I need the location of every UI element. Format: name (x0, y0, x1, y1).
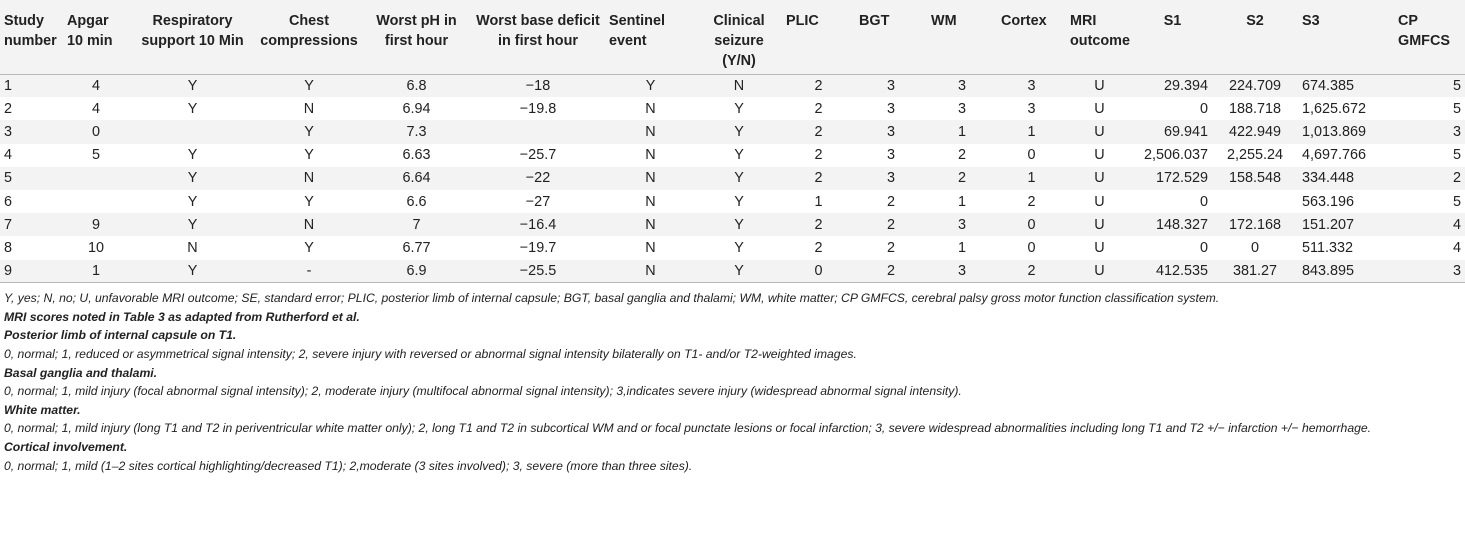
table-cell: 224.709 (1212, 74, 1298, 97)
table-cell: 6.94 (402, 100, 431, 117)
table-cell (1212, 190, 1298, 213)
table-cell: 1 (0, 74, 63, 97)
table-cell: 5 (0, 167, 63, 190)
table-cell: 9 (0, 260, 63, 283)
table-cell: Y (734, 193, 744, 210)
table-cell: 2 (1394, 167, 1465, 190)
table-cell: 2 (782, 167, 855, 190)
table-cell: 3 (855, 167, 927, 190)
table-cell: 2 (1027, 193, 1036, 210)
column-header: Clinical seizure (Y/N) (696, 0, 782, 74)
header-row (0, 0, 1465, 74)
table-cell: N (605, 120, 696, 143)
table-cell: Y (304, 193, 314, 210)
mri-scores-heading: MRI scores noted in Table 3 as adapted from Rutherford et al. (4, 309, 360, 324)
table-cell: U (1094, 193, 1105, 210)
table-cell: Y (129, 167, 256, 190)
table-cell: 10 (87, 239, 104, 256)
table-cell: N (645, 193, 656, 210)
table-row (0, 167, 1465, 190)
table-footnotes (0, 283, 1465, 475)
table-cell: Y (187, 147, 198, 164)
column-header: PLIC (782, 0, 855, 74)
table-cell: 29.394 (1133, 74, 1212, 97)
table-cell: 1 (997, 167, 1066, 190)
wm-heading: White matter. (4, 402, 81, 417)
column-header: CP GMFCS (1394, 0, 1465, 74)
abbreviations-note: Y, yes; N, no; U, unfavorable MRI outcome; SE, standard error; PLIC, posterior limb of internal capsule; BGT, basal ganglia and thalami; WM, white matter; CP GMFCS, cerebral palsy gross motor function classification system. (4, 291, 1220, 306)
table-cell: 0 (63, 120, 129, 143)
table-cell: Y (129, 260, 256, 283)
table-cell: Y (187, 193, 198, 210)
cortex-heading: Cortical involvement. (4, 439, 128, 454)
table-cell: 172.529 (1133, 167, 1212, 190)
column-header: S3 (1298, 0, 1394, 74)
table-cell: 422.949 (1212, 120, 1298, 143)
table-cell: −19.7 (519, 239, 557, 256)
table-cell: 5 (91, 147, 100, 164)
table-cell: Y (734, 100, 744, 117)
column-header: Worst pH in first hour (362, 0, 471, 74)
table-cell: Y (696, 167, 782, 190)
table-cell: 6.6 (406, 193, 427, 210)
table-cell: 3 (886, 147, 895, 164)
table-cell: 2 (782, 74, 855, 97)
table-cell: 3 (927, 213, 997, 236)
table-cell: 3 (957, 100, 966, 117)
table-cell: 1,625.672 (1302, 100, 1367, 117)
table-cell: 0 (997, 213, 1066, 236)
table-cell: 1,013.869 (1298, 120, 1394, 143)
table-cell: 2 (814, 239, 823, 256)
table-cell: N (303, 100, 315, 117)
table-cell: 2 (4, 100, 13, 117)
column-header: Chest compressions (256, 0, 362, 74)
table-cell: 5 (1394, 74, 1465, 97)
table-cell: −19.8 (519, 100, 557, 117)
table-cell: 2 (886, 193, 895, 210)
column-header: Study number (0, 0, 63, 74)
table-cell: 7 (0, 213, 63, 236)
table-cell: 7 (362, 213, 471, 236)
column-header: Apgar 10 min (63, 0, 129, 74)
table-cell: 6.63 (402, 147, 431, 164)
table-cell: U (1066, 120, 1133, 143)
table-cell: 5 (1452, 193, 1461, 210)
table-cell: 148.327 (1133, 213, 1212, 236)
table-cell: 158.548 (1212, 167, 1298, 190)
column-header: MRI outcome (1066, 0, 1133, 74)
table-cell: 151.207 (1298, 213, 1394, 236)
table-cell: 6.64 (362, 167, 471, 190)
table-row (0, 144, 1465, 167)
table-cell: 6.9 (362, 260, 471, 283)
table-cell: Y (696, 120, 782, 143)
table-cell: N (605, 260, 696, 283)
table-cell: 4 (1452, 239, 1461, 256)
table-cell: Y (696, 213, 782, 236)
table-cell: 674.385 (1298, 74, 1394, 97)
table-cell: Y (304, 147, 314, 164)
table-cell: 412.535 (1133, 260, 1212, 283)
table-cell: U (1094, 239, 1105, 256)
table-cell: 3 (1394, 260, 1465, 283)
table-cell: 0 (1199, 239, 1208, 256)
table-cell: N (187, 239, 198, 256)
table-cell (63, 190, 129, 213)
table-cell: 2 (997, 260, 1066, 283)
table-cell: 4 (91, 100, 100, 117)
table-cell: Y (605, 74, 696, 97)
table-cell: Y (304, 239, 314, 256)
table-cell: −25.5 (471, 260, 605, 283)
column-header: WM (927, 0, 997, 74)
table-cell: 2 (886, 239, 895, 256)
table-cell: 1 (957, 239, 966, 256)
table-cell: 4 (63, 74, 129, 97)
table-cell: −27 (525, 193, 551, 210)
table-row (0, 236, 1465, 259)
table-cell: U (1094, 100, 1105, 117)
table-row (0, 213, 1465, 236)
table-cell: 6 (4, 193, 13, 210)
table-cell (129, 120, 256, 143)
table-cell: U (1066, 213, 1133, 236)
table-row (0, 120, 1465, 143)
table-cell: N (605, 167, 696, 190)
column-header: BGT (855, 0, 927, 74)
table-row (0, 190, 1465, 213)
table-cell: 3 (927, 74, 997, 97)
table-cell: 5 (1452, 147, 1461, 164)
table-cell: 5 (1452, 100, 1461, 117)
table-cell: 6.8 (362, 74, 471, 97)
table-cell: - (256, 260, 362, 283)
table-cell: 3 (1394, 120, 1465, 143)
table-cell: 4,697.766 (1302, 147, 1367, 164)
table-row (0, 74, 1465, 97)
table-cell: 188.718 (1228, 100, 1282, 117)
table-cell: 843.895 (1298, 260, 1394, 283)
table-cell: 381.27 (1212, 260, 1298, 283)
table-cell: N (696, 74, 782, 97)
bgt-heading: Basal ganglia and thalami. (4, 365, 158, 380)
table-cell: 2 (782, 120, 855, 143)
table-cell: Y (187, 100, 198, 117)
table-cell: 1 (814, 193, 823, 210)
table-cell (471, 120, 605, 143)
table-cell: 0 (1199, 193, 1208, 210)
table-cell: −22 (471, 167, 605, 190)
table-cell: 3 (1027, 100, 1036, 117)
table-cell: 2 (957, 147, 966, 164)
table-cell: 2 (814, 147, 823, 164)
cortex-text: 0, normal; 1, mild (1–2 sites cortical highlighting/decreased T1); 2,moderate (3 sites involved); 3, severe (more than three sites). (4, 458, 693, 473)
table-cell: N (645, 100, 656, 117)
table-cell: 4 (4, 147, 13, 164)
bgt-text: 0, normal; 1, mild injury (focal abnormal signal intensity); 2, moderate injury (multifocal abnormal signal intensity); 3,indicates severe injury (widespread abnormal signal intensity). (4, 384, 962, 399)
table-cell: 2 (782, 213, 855, 236)
table-row (0, 260, 1465, 283)
table-cell: 0 (782, 260, 855, 283)
table-cell: N (645, 147, 656, 164)
table-cell: N (256, 167, 362, 190)
table-cell: 1 (957, 193, 966, 210)
column-header: S1 (1133, 0, 1212, 74)
table-cell: −25.7 (519, 147, 557, 164)
table-cell: 172.168 (1212, 213, 1298, 236)
table-cell: 1 (927, 120, 997, 143)
table-cell: Y (696, 260, 782, 283)
table-cell: 6.77 (402, 239, 431, 256)
table-cell: 0 (1027, 239, 1036, 256)
table-cell: 3 (0, 120, 63, 143)
table-cell (63, 167, 129, 190)
plic-text: 0, normal; 1, reduced or asymmetrical signal intensity; 2, severe injury with reversed or abnormal signal intensity bilaterally on T1- and/or T2-weighted images. (4, 346, 857, 361)
table-cell: 3 (997, 74, 1066, 97)
table-cell: Y (256, 74, 362, 97)
table-cell: 0 (1250, 239, 1259, 256)
table-cell: Y (129, 74, 256, 97)
table-cell: 334.448 (1298, 167, 1394, 190)
table-cell: 2 (927, 167, 997, 190)
table-cell: Y (256, 120, 362, 143)
column-header: Respiratory support 10 Min (129, 0, 256, 74)
table-header (0, 0, 1465, 74)
table-cell: 3 (886, 100, 895, 117)
table-cell: 2 (855, 260, 927, 283)
table-body (0, 74, 1465, 283)
table-cell: 69.941 (1133, 120, 1212, 143)
table-cell: N (256, 213, 362, 236)
table-cell: 2 (814, 100, 823, 117)
table-cell: 3 (927, 260, 997, 283)
table-cell: Y (129, 213, 256, 236)
table-cell: 3 (855, 74, 927, 97)
plic-heading: Posterior limb of internal capsule on T1. (4, 328, 237, 343)
table-cell: Y (734, 239, 744, 256)
table-cell: Y (734, 147, 744, 164)
table-cell: U (1066, 74, 1133, 97)
table-cell: 7.3 (362, 120, 471, 143)
table-cell: U (1094, 147, 1105, 164)
table-cell: 3 (855, 120, 927, 143)
column-header: Cortex (997, 0, 1066, 74)
table-cell: 2,506.037 (1143, 147, 1208, 164)
column-header: S2 (1212, 0, 1298, 74)
table-cell: N (645, 239, 656, 256)
table-cell: U (1066, 260, 1133, 283)
table-cell: 1 (63, 260, 129, 283)
table-cell: U (1066, 167, 1133, 190)
table-cell: 2,255.24 (1226, 147, 1284, 164)
table-cell: 511.332 (1302, 239, 1353, 256)
table-cell: −18 (471, 74, 605, 97)
table-cell: 0 (1027, 147, 1036, 164)
wm-text: 0, normal; 1, mild injury (long T1 and T2 in periventricular white matter only); 2, long T1 and T2 in subcortical WM and or focal punctate lesions or focal infarction; 3, severe widespread abnormalities including long T1 and T2 +/− infarction +/− hemorrhage. (4, 421, 1372, 436)
table-cell: −16.4 (471, 213, 605, 236)
column-header: Sentinel event (605, 0, 696, 74)
table-cell: 563.196 (1302, 193, 1355, 210)
table-cell: 1 (997, 120, 1066, 143)
table-cell: 8 (4, 239, 13, 256)
table-row (0, 97, 1465, 120)
table-cell: 2 (855, 213, 927, 236)
table-cell: 0 (1199, 100, 1208, 117)
table-cell: N (605, 213, 696, 236)
table-cell: 4 (1394, 213, 1465, 236)
table-cell: 9 (63, 213, 129, 236)
column-header: Worst base deficit in first hour (471, 0, 605, 74)
